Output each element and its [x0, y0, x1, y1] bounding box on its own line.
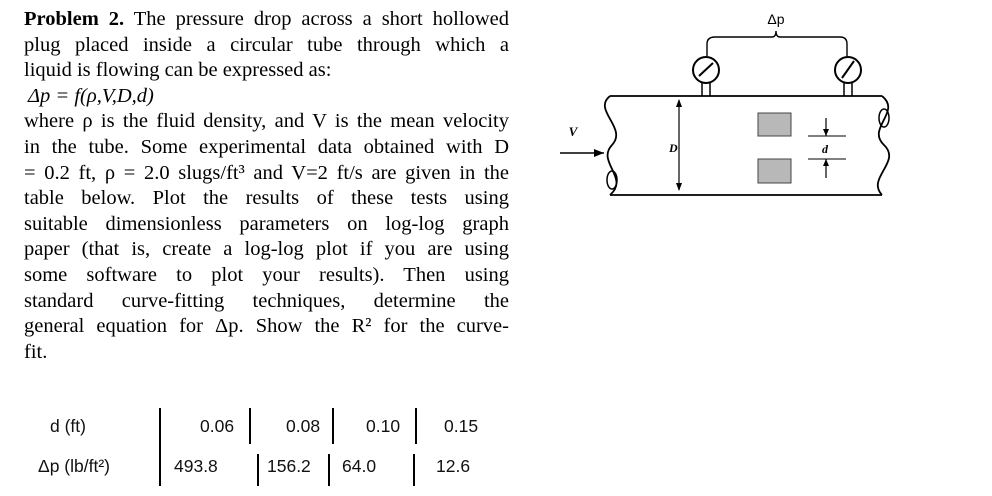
table-divider: [415, 408, 417, 444]
table-divider: [332, 408, 334, 444]
dp-value: 156.2: [267, 456, 311, 476]
dp-bracket: [707, 31, 847, 56]
body-line-6: paper (that is, create a log-log plot if you are using: [24, 238, 509, 261]
table-divider: [257, 454, 259, 486]
pipe-diagram: [555, 0, 992, 210]
body-line-7: some software to plot your results). Then using: [24, 263, 509, 286]
problem-statement: [24, 7, 509, 365]
dp-label: Δp: [767, 11, 785, 27]
equation: Δp = f(ρ,V,D,d): [28, 84, 154, 107]
body-line-3: = 0.2 ft, ρ = 2.0 slugs/ft³ and V=2 ft/s are given in the: [24, 161, 509, 184]
d-value: 0.08: [286, 416, 321, 436]
problem-line-2: plug placed inside a circular tube through which a: [24, 33, 509, 56]
body-line-1: where ρ is the fluid density, and V is the mean velocity: [24, 110, 509, 133]
pressure-gauge-icon: [693, 57, 719, 96]
hollowed-plug: [758, 113, 791, 183]
table-divider: [328, 454, 330, 486]
row-label-d: d (ft): [50, 416, 86, 436]
body-line-4: table below. Plot the results of these tests using: [24, 187, 509, 210]
dp-value: 493.8: [174, 456, 218, 476]
dp-value: 64.0: [342, 456, 377, 476]
d-label: d: [822, 142, 828, 156]
problem-line-3: liquid is flowing can be expressed as:: [24, 59, 332, 82]
D-label: D: [669, 141, 678, 155]
pipe: [605, 96, 889, 195]
flow-arrow-icon: [560, 149, 604, 157]
d-value: 0.10: [366, 416, 401, 436]
pressure-gauge-icon: [835, 57, 861, 96]
problem-text: The pressure drop across a short hollowed: [133, 8, 509, 30]
row-label-dp: Δp (lb/ft²): [38, 456, 110, 476]
body-line-5: suitable dimensionless parameters on log-log graph: [24, 212, 509, 235]
body-line-2: in the tube. Some experimental data obtained with D: [24, 135, 509, 158]
problem-line-1: [24, 7, 509, 33]
table-divider: [249, 408, 251, 444]
dp-value: 12.6: [436, 456, 471, 476]
problem-heading: Problem 2.: [24, 8, 125, 30]
d-value: 0.15: [444, 416, 479, 436]
body-line-10: fit.: [24, 340, 48, 363]
table-divider: [159, 408, 161, 486]
table-divider: [413, 454, 415, 486]
body-line-8: standard curve-fitting techniques, determine the: [24, 289, 509, 312]
body-line-9: general equation for Δp. Show the R² for the curve-: [24, 315, 509, 338]
velocity-label: V: [568, 124, 578, 139]
d-value: 0.06: [200, 416, 235, 436]
